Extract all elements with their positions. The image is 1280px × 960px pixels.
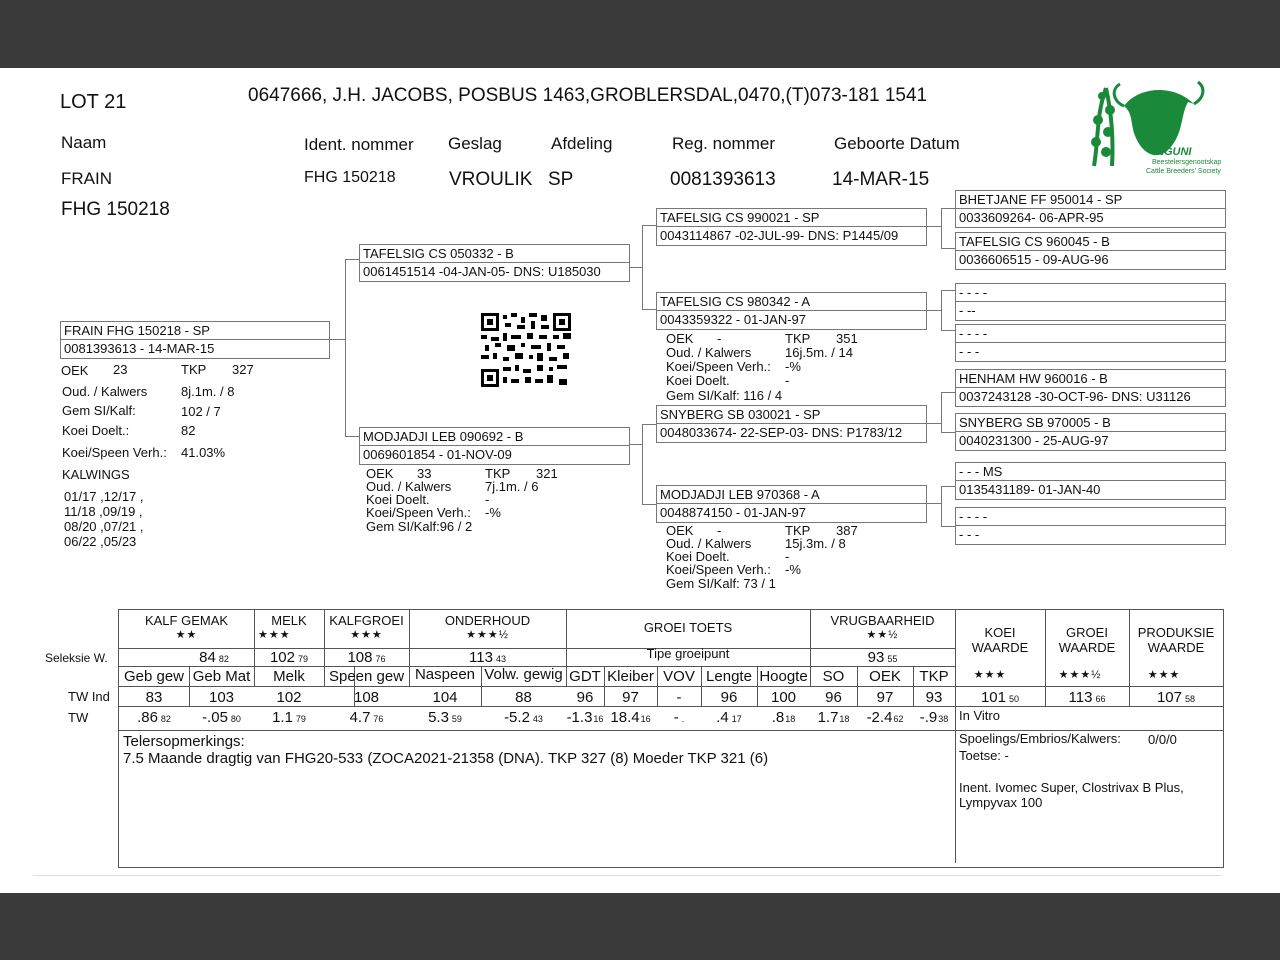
subject-oud-value: 8j.1m. / 8: [181, 384, 235, 399]
gp-sd-oek-label: OEK: [666, 331, 694, 346]
gp-ds-line1: SNYBERG SB 030021 - SP: [660, 407, 821, 422]
trait-so: SO: [822, 668, 845, 685]
logo-line1: Beestelersgenootskap: [1152, 159, 1222, 166]
ggp5-line2: 0037243128 -30-OCT-96- DNS: U31126: [959, 389, 1191, 404]
tw-geb-gew-acc: 82: [160, 714, 171, 724]
certificate-page: [0, 68, 1280, 893]
twind-oek: 97: [876, 689, 894, 706]
trait-geb-mat: Geb Mat: [192, 668, 251, 685]
gp-ss-line1: TAFELSIG CS 990021 - SP: [660, 210, 820, 225]
subject-oek-label: OEK: [61, 363, 89, 378]
subject-oek-value: 23: [113, 362, 128, 377]
seleksie-onderhoud: 113: [469, 649, 493, 666]
gp-sd-oud-label: Oud. / Kalwers: [666, 345, 752, 360]
subject-tkp-value: 327: [232, 362, 254, 377]
animal-dob: 14-MAR-15: [832, 169, 930, 190]
twind-kleiber: 97: [622, 689, 639, 706]
produksie-waarde-title1: PRODUKSIE: [1137, 625, 1215, 640]
twind-volw-gewig: 88: [515, 689, 532, 706]
gp-dd-oek-label: OEK: [666, 523, 694, 538]
subject-speen-label: Koei/Speen Verh.:: [62, 445, 167, 460]
gp-sd-koei-label: Koei Doelt.: [666, 373, 730, 388]
koei-waarde-stars: ★★★: [973, 669, 1007, 681]
tw-hoogte: .8: [771, 709, 785, 726]
logo-name: NGUNI: [1156, 146, 1192, 158]
tw-tkp: -.9: [919, 709, 938, 726]
ggp8-line2: - - -: [959, 527, 980, 542]
ggp8-line1: - - - -: [959, 509, 988, 524]
gp-sd-tkp-value: 351: [836, 331, 858, 346]
gp-sd-koei-value: -: [785, 373, 790, 388]
twind-geb-gew: 83: [145, 689, 163, 706]
trait-melk: Melk: [273, 668, 305, 685]
koei-waarde-value: 101: [980, 689, 1006, 706]
gp-sd-tkp-label: TKP: [785, 331, 811, 346]
tw-lengte: .4: [716, 709, 729, 726]
tw-melk: 1.1: [272, 709, 293, 726]
trait-kleiber: Kleiber: [607, 668, 654, 685]
animal-geslag: VROULIK: [449, 169, 533, 190]
subject-gem-value: 102 / 7: [181, 404, 221, 419]
spoelings-label: Spoelings/Embrios/Kalwers:: [959, 731, 1121, 746]
tw-so: 1.7: [817, 709, 839, 726]
ggp3-line1: - - - -: [959, 285, 988, 300]
lot-number: LOT 21: [60, 91, 127, 113]
groei-waarde-value: 113: [1068, 689, 1093, 706]
twind-so: 96: [825, 689, 842, 706]
ggp-box-8: [955, 507, 1226, 545]
group-kalfgroei: KALFGROEI: [329, 613, 404, 628]
gp-dd-speen-label: Koei/Speen Verh.:: [666, 562, 771, 577]
remarks-box: [118, 730, 1224, 868]
tw-geb-mat-acc: 80: [230, 714, 241, 724]
row-label-seleksie: Seleksie W.: [45, 651, 108, 665]
remarks-text: 7.5 Maande dragtig van FHG20-533 (ZOCA2021-21358 (DNA). TKP 327 (8) Moeder TKP 321 (6): [123, 750, 769, 767]
sire-line2: 0061451514 -04-JAN-05- DNS: U185030: [363, 264, 601, 279]
kalwings-line1: 01/17 ,12/17 ,: [64, 489, 144, 504]
ggp1-line2: 0033609264- 06-APR-95: [959, 210, 1104, 225]
gp-dd-oud-value: 15j.3m. / 8: [785, 536, 846, 551]
group-onderhoud-stars: ★★★½: [466, 629, 509, 641]
gp-sd-gem: Gem SI/Kalf: 116 / 4: [666, 388, 783, 403]
ggp6-line1: SNYBERG SB 970005 - B: [959, 415, 1111, 430]
groei-waarde-acc: 66: [1095, 694, 1106, 704]
twind-naspeen: 104: [432, 689, 458, 706]
bottom-bar: [0, 893, 1280, 960]
group-kalfgroei-stars: ★★★: [350, 629, 383, 641]
seleksie-kalf-gemak-acc: 82: [218, 654, 229, 664]
kalwings-line2: 11/18 ,09/19 ,: [64, 504, 143, 519]
toetse: Toetse: -: [959, 748, 1009, 763]
seleksie-kalfgroei: 108: [347, 649, 373, 666]
tw-speen-gew: 4.7: [349, 709, 371, 726]
ggp-box-3: [955, 283, 1226, 321]
owner-details: 0647666, J.H. JACOBS, POSBUS 1463,GROBLERSDAL,0470,(T)073-181 1541: [248, 85, 928, 106]
tw-geb-mat: -.05: [202, 709, 228, 726]
trait-volw-gewig: Volw. gewig: [484, 666, 563, 683]
seleksie-kalfgroei-acc: 76: [375, 654, 386, 664]
subject-box-line1: FRAIN FHG 150218 - SP: [64, 323, 210, 338]
row-label-tw: TW: [68, 710, 89, 725]
subject-tkp-label: TKP: [181, 362, 207, 377]
logo-line2: Cattle Breeders' Society: [1146, 168, 1221, 175]
group-melk: MELK: [271, 613, 307, 628]
ggp4-line2: - - -: [959, 344, 980, 359]
ggp7-line2: 0135431189- 01-JAN-40: [959, 482, 1101, 497]
ggp-box-2: [955, 232, 1226, 270]
dam-oek-value: 33: [417, 466, 432, 481]
dam-speen-value: -%: [485, 505, 501, 520]
top-bar: [0, 0, 1280, 68]
dam-line1: MODJADJI LEB 090692 - B: [363, 429, 524, 444]
in-vitro-label: In Vitro: [959, 708, 1000, 723]
animal-big-ident: FHG 150218: [61, 199, 170, 220]
groei-waarde-stars: ★★★½: [1058, 669, 1102, 681]
gp-dam-sire-box: [656, 405, 927, 443]
gp-dd-koei-label: Koei Doelt.: [666, 549, 730, 564]
koei-waarde-title1: KOEI: [984, 625, 1016, 640]
tw-gdt: -1.3: [566, 709, 593, 726]
gp-sd-speen-value: -%: [785, 359, 801, 374]
gp-sire-dam-box: [656, 292, 927, 330]
dam-oud-value: 7j.1m. / 6: [485, 479, 539, 494]
gp-dd-koei-value: -: [785, 549, 790, 564]
ggp4-line1: - - - -: [959, 326, 988, 341]
produksie-waarde-stars: ★★★: [1147, 669, 1181, 681]
seleksie-melk: 102: [269, 649, 295, 666]
tw-vov: -: [673, 709, 679, 726]
tw-tkp-acc: 38: [938, 714, 949, 724]
dam-oek-label: OEK: [366, 466, 394, 481]
gp-dd-tkp-value: 387: [836, 523, 858, 538]
animal-name: FRAIN: [61, 169, 112, 188]
gp-sd-speen-label: Koei/Speen Verh.:: [666, 359, 771, 374]
col-naam: Naam: [61, 133, 107, 152]
inent-line1: Inent. Ivomec Super, Clostrivax B Plus,: [959, 780, 1184, 795]
group-kalf-gemak-stars: ★★: [175, 629, 198, 641]
evaluation-table: [118, 609, 1224, 731]
dam-koei-label: Koei Doelt.: [366, 492, 430, 507]
gp-ds-line2: 0048033674- 22-SEP-03- DNS: P1783/12: [660, 425, 903, 440]
spoelings-value: 0/0/0: [1148, 732, 1177, 747]
sire-line1: TAFELSIG CS 050332 - B: [363, 246, 514, 261]
trait-geb-gew: Geb gew: [123, 668, 185, 685]
ggp2-line1: TAFELSIG CS 960045 - B: [959, 234, 1110, 249]
dam-tkp-value: 321: [536, 466, 558, 481]
ggp-box-6: [955, 413, 1226, 451]
group-groei-toets: GROEI TOETS: [643, 620, 733, 635]
subject-box: [60, 321, 330, 359]
ggp-box-5: [955, 369, 1226, 407]
dam-gem: Gem SI/Kalf:96 / 2: [366, 519, 473, 534]
kalwings-line4: 06/22 ,05/23: [64, 534, 137, 549]
seleksie-onderhoud-acc: 43: [495, 654, 506, 664]
tw-so-acc: 18: [839, 714, 850, 724]
group-onderhoud: ONDERHOUD: [444, 613, 531, 628]
dam-oud-label: Oud. / Kalwers: [366, 479, 452, 494]
tipe-groeipunt: Tipe groeipunt: [646, 646, 730, 661]
twind-geb-mat: 103: [208, 689, 235, 706]
ggp3-line2: - --: [959, 303, 976, 318]
dam-box: [359, 427, 630, 465]
ggp6-line2: 0040231300 - 25-AUG-97: [959, 433, 1109, 448]
gp-ss-line2: 0043114867 -02-JUL-99- DNS: P1445/09: [660, 228, 899, 243]
groei-waarde-title1: GROEI: [1066, 625, 1108, 640]
gp-dd-tkp-label: TKP: [785, 523, 811, 538]
tw-melk-acc: 79: [295, 714, 306, 724]
seleksie-melk-acc: 79: [298, 654, 309, 664]
ggp2-line2: 0036606515 - 09-AUG-96: [959, 252, 1109, 267]
animal-afdeling: SP: [548, 169, 574, 190]
group-melk-stars: ★★★: [258, 629, 291, 641]
gp-sd-line1: TAFELSIG CS 980342 - A: [660, 294, 811, 309]
subject-box-line2: 0081393613 - 14-MAR-15: [64, 341, 215, 356]
group-vrugbaarheid: VRUGBAARHEID: [830, 613, 935, 628]
subject-gem-label: Gem SI/Kalf:: [62, 403, 136, 418]
twind-gdt: 96: [576, 689, 594, 706]
trait-naspeen: Naspeen: [414, 666, 476, 683]
tw-volw-gewig-acc: 43: [532, 714, 543, 724]
kalwings-label: KALWINGS: [62, 467, 130, 482]
gp-sd-line2: 0043359322 - 01-JAN-97: [660, 312, 806, 327]
gp-dd-line1: MODJADJI LEB 970368 - A: [660, 487, 820, 502]
tw-speen-gew-acc: 76: [373, 714, 384, 724]
trait-vov: VOV: [663, 668, 695, 685]
animal-reg: 0081393613: [670, 169, 776, 190]
dam-koei-value: -: [485, 492, 490, 507]
kalwings-line3: 08/20 ,07/21 ,: [64, 519, 144, 534]
col-reg: Reg. nommer: [672, 134, 775, 153]
gp-dd-oud-label: Oud. / Kalwers: [666, 536, 752, 551]
col-ident: Ident. nommer: [304, 135, 414, 154]
tw-volw-gewig: -5.2: [504, 709, 530, 726]
ggp7-line1: - - - MS: [959, 464, 1003, 479]
tw-naspeen: 5.3: [428, 709, 449, 726]
gp-dd-line2: 0048874150 - 01-JAN-97: [660, 505, 806, 520]
tw-kleiber-acc: 16: [640, 714, 651, 724]
tw-lengte-acc: 17: [731, 714, 742, 724]
twind-lengte: 96: [720, 689, 738, 706]
sire-box: [359, 244, 630, 282]
subject-koei-value: 82: [181, 423, 196, 438]
gp-dd-speen-value: -%: [785, 562, 801, 577]
ggp1-line1: BHETJANE FF 950014 - SP: [959, 192, 1123, 207]
seleksie-vrugbaarheid-acc: 55: [887, 654, 898, 664]
trait-hoogte: Hoogte: [759, 668, 808, 685]
col-afdeling: Afdeling: [551, 134, 613, 153]
dam-speen-label: Koei/Speen Verh.:: [366, 505, 471, 520]
seleksie-kalf-gemak: 84: [199, 649, 216, 666]
produksie-waarde-acc: 58: [1185, 694, 1196, 704]
produksie-waarde-title2: WAARDE: [1147, 640, 1205, 655]
subject-speen-value: 41.03%: [181, 445, 226, 460]
remarks-title: Telersopmerkings:: [123, 733, 245, 750]
twind-vov: -: [676, 689, 682, 706]
qr-code: [481, 313, 571, 387]
produksie-waarde-value: 107: [1156, 689, 1182, 706]
ggp5-line1: HENHAM HW 960016 - B: [959, 371, 1108, 386]
row-label-twind: TW Ind: [68, 689, 110, 704]
tw-vov-acc: .: [681, 714, 685, 724]
twind-hoogte: 100: [770, 689, 797, 706]
trait-tkp: TKP: [919, 668, 949, 685]
trait-oek: OEK: [869, 668, 901, 685]
twind-speen-gew: 108: [353, 689, 380, 706]
tw-geb-gew: .86: [137, 709, 158, 726]
qr-code-icon: [481, 313, 571, 387]
gp-sd-oek-value: -: [717, 331, 722, 346]
gp-dd-oek-value: -: [717, 523, 722, 538]
subject-koei-label: Koei Doelt.:: [62, 423, 130, 438]
group-kalf-gemak: KALF GEMAK: [144, 613, 229, 628]
seleksie-vrugbaarheid: 93: [867, 649, 885, 666]
group-vrugbaarheid-stars: ★★½: [866, 629, 899, 641]
twind-melk: 102: [276, 689, 302, 706]
gp-dd-gem: Gem SI/Kalf: 73 / 1: [666, 576, 776, 591]
tw-oek: -2.4: [866, 709, 893, 726]
tw-kleiber: 18.4: [610, 709, 640, 726]
inent-line2: Lympyvax 100: [959, 795, 1043, 810]
ggp-box-1: [955, 190, 1226, 228]
gp-dam-dam-box: [656, 485, 927, 523]
ggp-box-4: [955, 324, 1226, 362]
tw-hoogte-acc: 18: [785, 714, 796, 724]
animal-ident: FHG 150218: [304, 169, 396, 186]
groei-waarde-title2: WAARDE: [1058, 640, 1116, 655]
subject-oud-label: Oud. / Kalwers: [62, 384, 148, 399]
koei-waarde-title2: WAARDE: [971, 640, 1029, 655]
nguni-logo: [1084, 76, 1222, 180]
tw-oek-acc: 62: [893, 714, 904, 724]
col-geboorte: Geboorte Datum: [834, 134, 960, 153]
ggp-box-7: [955, 462, 1226, 500]
gp-sd-oud-value: 16j.5m. / 14: [785, 345, 853, 360]
koei-waarde-acc: 50: [1009, 694, 1020, 704]
trait-lengte: Lengte: [706, 668, 752, 685]
dam-tkp-label: TKP: [485, 466, 511, 481]
trait-speen-gew: Speen gew: [328, 668, 405, 685]
tw-gdt-acc: 16: [593, 714, 604, 724]
trait-gdt: GDT: [569, 668, 601, 685]
dam-line2: 0069601854 - 01-NOV-09: [363, 447, 512, 462]
tw-naspeen-acc: 59: [451, 714, 462, 724]
col-geslag: Geslag: [448, 134, 502, 153]
footer-divider: [33, 875, 1221, 876]
gp-sire-sire-box: [656, 208, 927, 246]
twind-tkp: 93: [925, 689, 943, 706]
